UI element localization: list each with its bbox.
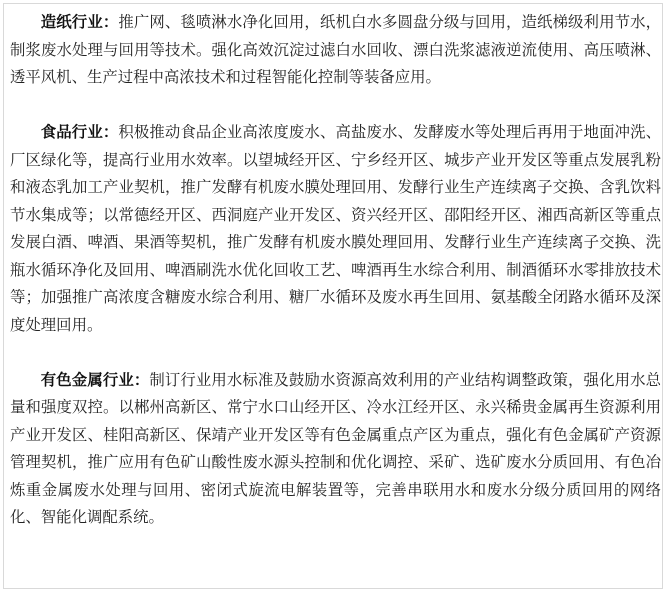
industry-label-nonferrous-metals: 有色金属行业：	[40, 370, 150, 389]
food-industry-paragraph	[10, 119, 661, 339]
paper-industry-paragraph	[10, 9, 661, 92]
nonferrous-metals-paragraph	[10, 367, 661, 532]
industry-label-paper: 造纸行业：	[40, 13, 119, 31]
industry-label-food: 食品行业：	[40, 123, 119, 141]
food-industry-text: 积极推动食品企业高浓度废水、高盐废水、发酵废水等处理后再用于地面冲洗、厂区绿化等，提高行业用水效率。以望城经开区、宁乡经开区、城步产业开发区等重点发展乳粉和液态乳加工产业契机，推广发酵有机废水膜处理回用、发酵行业生产连续离子交换、含乳饮料节水集成等；以常德经开区、西洞庭产业开发区、资兴经开区、邵阳经开区、湘西高新区等重点发展白酒、啤酒、果酒等契机，推广发酵有机废水膜处理回用、发酵行业生产连续离子交换、洗瓶水循环净化及回用、啤酒刷洗水优化回收工艺、啤酒再生水综合利用、制酒循环水零排放技术等；加强推广高浓度含糖废水综合利用、糖厂水循环及废水再生回用、氨基酸全闭路水循环及深度处理回用。	[10, 123, 661, 334]
document-frame	[3, 3, 663, 589]
article-body	[10, 9, 661, 532]
paper-industry-text: 推广网、毯喷淋水净化回用，纸机白水多圆盘分级与回用，造纸梯级利用节水，制浆废水处理与回用等技术。强化高效沉淀过滤白水回收、漂白洗浆滤液逆流使用、高压喷淋、透平风机、生产过程中高浓技术和过程智能化控制等装备应用。	[10, 13, 661, 86]
nonferrous-metals-text: 制订行业用水标准及鼓励水资源高效利用的产业结构调整政策，强化用水总量和强度双控。以郴州高新区、常宁水口山经开区、冷水江经开区、永兴稀贵金属再生资源利用产业开发区、桂阳高新区、保靖产业开发区等有色金属重点产区为重点，强化有色金属矿产资源管理契机，推广应用有色矿山酸性废水源头控制和优化调控、采矿、选矿废水分质回用、有色冶炼重金属废水处理与回用、密闭式旋流电解装置等，完善串联用水和废水分级分质回用的网络化、智能化调配系统。	[10, 370, 661, 526]
